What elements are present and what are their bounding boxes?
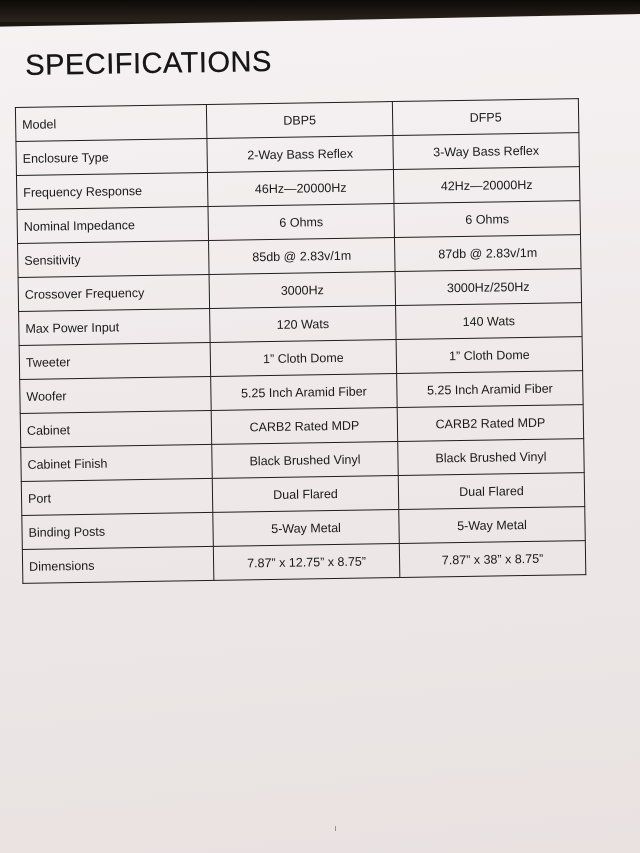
dbp5-value: 2-Way Bass Reflex — [207, 136, 394, 173]
spec-label: Dimensions — [22, 546, 214, 583]
dbp5-value: Dual Flared — [212, 476, 399, 513]
dfp5-value: CARB2 Rated MDP — [397, 405, 584, 442]
dbp5-value: 7.87” x 12.75” x 8.75” — [213, 544, 400, 581]
spec-label: Tweeter — [19, 342, 211, 379]
dbp5-value: 5.25 Inch Aramid Fiber — [211, 374, 398, 411]
spec-label: Binding Posts — [22, 512, 214, 549]
dbp5-value: 46Hz—20000Hz — [207, 170, 394, 207]
dbp5-value: CARB2 Rated MDP — [211, 408, 398, 445]
dbp5-value: 120 Wats — [210, 306, 397, 343]
dbp5-value: 1” Cloth Dome — [210, 340, 397, 377]
dbp5-value: 3000Hz — [209, 272, 396, 309]
dfp5-value: 7.87” x 38” x 8.75” — [399, 541, 586, 578]
spec-label: Woofer — [20, 376, 212, 413]
dbp5-value: 5-Way Metal — [213, 510, 400, 547]
dfp5-value: 140 Wats — [396, 303, 583, 340]
dbp5-value: 85db @ 2.83v/1m — [209, 238, 396, 275]
spec-label: Frequency Response — [16, 172, 208, 209]
dbp5-value: 6 Ohms — [208, 204, 395, 241]
dbp5-value: Black Brushed Vinyl — [212, 442, 399, 479]
dfp5-value: 6 Ohms — [394, 201, 581, 238]
spec-label: Crossover Frequency — [18, 274, 210, 311]
dfp5-value: Black Brushed Vinyl — [398, 439, 585, 476]
dfp5-value: DFP5 — [392, 99, 579, 136]
dfp5-value: 5.25 Inch Aramid Fiber — [397, 371, 584, 408]
dbp5-value: DBP5 — [206, 102, 393, 139]
page-title: SPECIFICATIONS — [24, 45, 273, 82]
spec-label: Enclosure Type — [16, 138, 208, 175]
spec-label: Cabinet — [20, 410, 212, 447]
dfp5-value: 3000Hz/250Hz — [395, 269, 582, 306]
spec-label: Model — [15, 104, 207, 141]
dfp5-value: 42Hz—20000Hz — [393, 167, 580, 204]
spec-label: Max Power Input — [19, 308, 211, 345]
pencil-mark — [335, 826, 336, 831]
spec-label: Port — [21, 478, 213, 515]
dfp5-value: Dual Flared — [398, 473, 585, 510]
spec-label: Cabinet Finish — [21, 444, 213, 481]
spec-label: Sensitivity — [18, 240, 210, 277]
dfp5-value: 1” Cloth Dome — [396, 337, 583, 374]
spec-page — [14, 41, 592, 584]
dfp5-value: 5-Way Metal — [399, 507, 586, 544]
dfp5-value: 87db @ 2.83v/1m — [394, 235, 581, 272]
dfp5-value: 3-Way Bass Reflex — [393, 133, 580, 170]
spec-table — [15, 98, 586, 584]
spec-label: Nominal Impedance — [17, 206, 209, 243]
